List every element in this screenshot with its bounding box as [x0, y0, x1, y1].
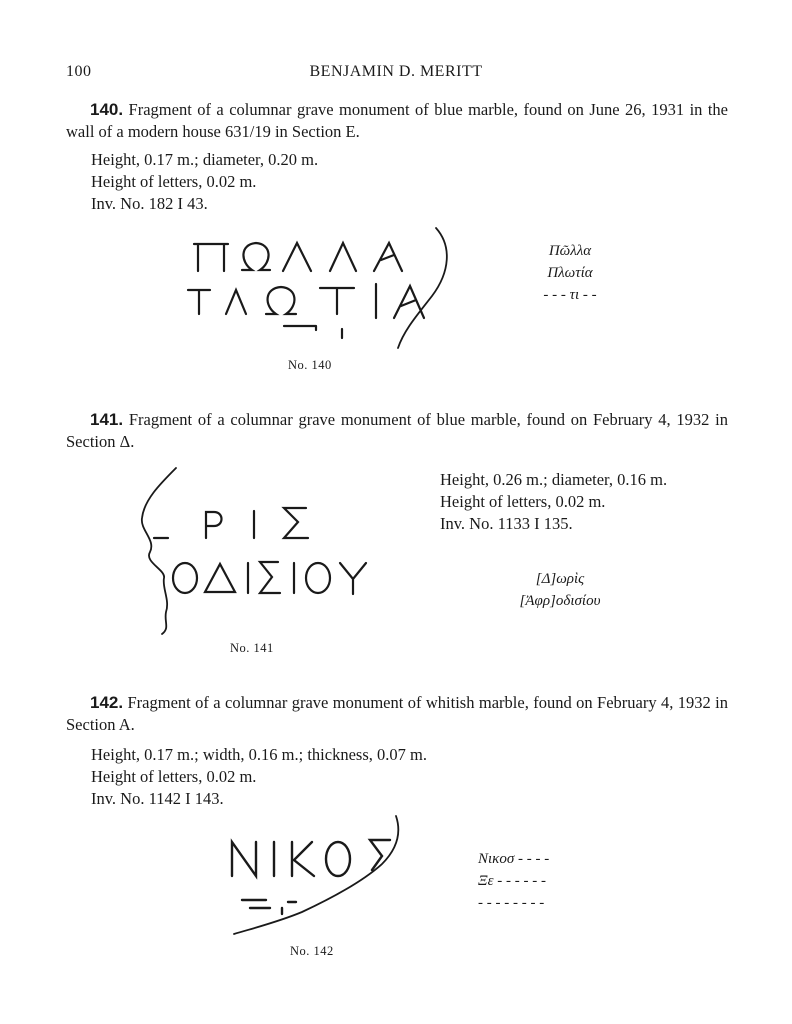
entry-141-inventory: Inv. No. 1133 I 135.: [440, 514, 573, 533]
entry-142-number: 142.: [90, 693, 124, 712]
entry-141-paragraph: [66, 409, 728, 453]
transcription-141-line-2: [Ἀφρ]οδισίου: [519, 593, 601, 609]
entry-142-paragraph: [66, 692, 728, 736]
entry-141-transcription: [490, 568, 630, 612]
transcription-142-line-3: - - - - - - - -: [478, 895, 545, 911]
inscription-140-drawing: [180, 226, 460, 352]
entry-140-number: 140.: [90, 100, 124, 119]
transcription-142-line-1: Νικοσ - - - -: [478, 851, 550, 867]
entry-140-inventory: Inv. No. 182 I 43.: [91, 194, 208, 213]
entry-142-measurements: [91, 744, 427, 810]
entry-142-transcription: [478, 848, 588, 914]
transcription-140-line-3: - - - τι - -: [543, 287, 597, 303]
transcription-140-line-2: Πλωτία: [547, 265, 593, 281]
transcription-140-line-1: Πῶλλα: [548, 243, 592, 259]
entry-141-description: Fragment of a columnar grave monument of blue marble, found on February 4, 1932 in Section Δ.: [66, 410, 729, 451]
entry-140-transcription: [520, 240, 620, 306]
entry-142-letter-height: Height of letters, 0.02 m.: [91, 767, 257, 786]
transcription-141-line-1: [Δ]ωρὶς: [535, 571, 585, 587]
transcription-142-line-2: Ξε - - - - - -: [478, 873, 546, 889]
entry-140-description: Fragment of a columnar grave monument of blue marble, found on June 26, 1931 in the wall of a modern house 631/19 in Section E.: [66, 100, 729, 141]
entry-141-number: 141.: [90, 410, 124, 429]
running-title: BENJAMIN D. MERITT: [309, 63, 483, 80]
figure-caption-141: No. 141: [230, 641, 274, 655]
entry-141-letter-height: Height of letters, 0.02 m.: [440, 492, 606, 511]
entry-140-paragraph: [66, 99, 728, 143]
entry-142-dimensions: Height, 0.17 m.; width, 0.16 m.; thickness, 0.07 m.: [91, 745, 427, 764]
entry-142-inventory: Inv. No. 1142 I 143.: [91, 789, 224, 808]
entry-140-measurements: [91, 149, 318, 215]
entry-142-description: Fragment of a columnar grave monument of whitish marble, found on February 4, 1932 in Section A.: [66, 693, 728, 734]
entry-141-dimensions: Height, 0.26 m.; diameter, 0.16 m.: [440, 470, 668, 489]
figure-caption-142: No. 142: [290, 944, 334, 958]
entry-140-dimensions: Height, 0.17 m.; diameter, 0.20 m.: [91, 150, 319, 169]
entry-140-letter-height: Height of letters, 0.02 m.: [91, 172, 257, 191]
inscription-142-drawing: [222, 812, 412, 942]
inscription-141-drawing: [136, 466, 376, 636]
figure-caption-140: No. 140: [288, 358, 332, 372]
entry-141-measurements: [440, 469, 667, 535]
page-number: 100: [66, 63, 92, 80]
